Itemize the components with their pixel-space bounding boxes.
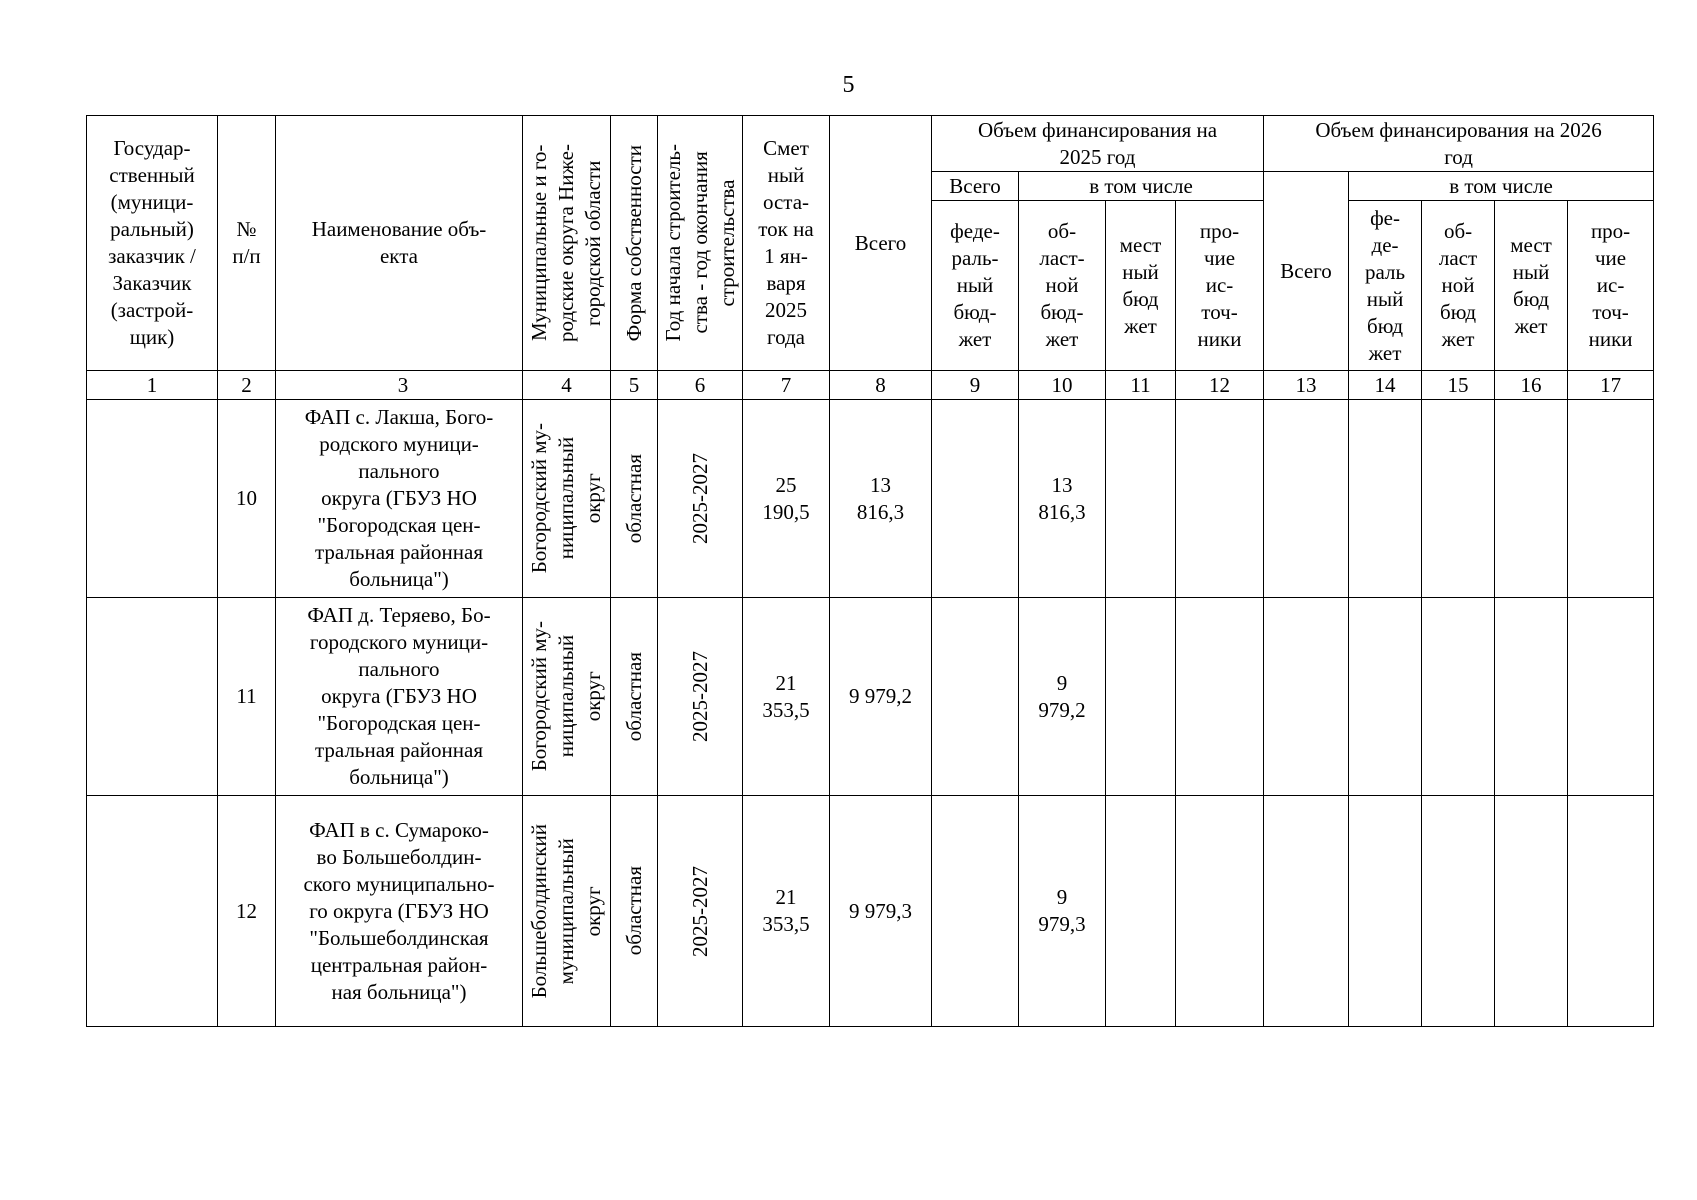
- cell-regional-2026: [1422, 796, 1495, 1027]
- cell-num: 11: [218, 598, 276, 796]
- cell-object-name: ФАП д. Теряево, Бо- городского муници- пального округа (ГБУЗ НО "Богородская цен- тральная районная больница"): [276, 598, 523, 796]
- header-including-2025: в том числе: [1019, 172, 1264, 201]
- cell-total-2026: [1264, 400, 1349, 598]
- cell-local-2026: [1495, 796, 1568, 1027]
- page-number: 5: [842, 72, 855, 98]
- header-row-1: [87, 116, 1654, 172]
- cell-total-2025: [932, 598, 1019, 796]
- table-row: [87, 796, 1654, 1027]
- cell-other-2026: [1568, 598, 1654, 796]
- header-years: Год начала строитель- ства - год окончания строительства: [658, 116, 743, 371]
- column-number: 17: [1568, 371, 1654, 400]
- cell-federal-2026: [1349, 400, 1422, 598]
- column-number: 5: [611, 371, 658, 400]
- cell-customer: [87, 598, 218, 796]
- cell-customer: [87, 400, 218, 598]
- cell-years: 2025-2027: [658, 796, 743, 1027]
- header-ownership: Форма собственности: [611, 116, 658, 371]
- table-row: [87, 400, 1654, 598]
- cell-object-name: ФАП в с. Сумароко- во Большеболдин- ского муниципально- го округа (ГБУЗ НО "Большеболдинская центральная район- ная больница"): [276, 796, 523, 1027]
- column-number: 16: [1495, 371, 1568, 400]
- cell-num: 12: [218, 796, 276, 1027]
- table-row: [87, 598, 1654, 796]
- cell-ownership: областная: [611, 796, 658, 1027]
- column-number: 8: [830, 371, 932, 400]
- cell-regional-2025: 9 979,2: [1019, 598, 1106, 796]
- cell-local-2026: [1495, 400, 1568, 598]
- column-number: 9: [932, 371, 1019, 400]
- column-number: 3: [276, 371, 523, 400]
- cell-federal-2026: [1349, 598, 1422, 796]
- cell-local-2025: [1106, 400, 1176, 598]
- cell-municipal: Богородский му- ниципальный округ: [523, 400, 611, 598]
- cell-ownership: областная: [611, 400, 658, 598]
- header-customer: Государ- ственный (муници- pальный) заказчик / Заказчик (застрой- щик): [87, 116, 218, 371]
- header-object-name: Наименование объ- екта: [276, 116, 523, 371]
- column-number: 13: [1264, 371, 1349, 400]
- header-estimate: Смет ный оста- ток на 1 ян- варя 2025 года: [743, 116, 830, 371]
- cell-other-2025: [1176, 796, 1264, 1027]
- header-total-2025: Всего: [932, 172, 1019, 201]
- cell-local-2025: [1106, 796, 1176, 1027]
- header-financing-2025: Объем финансирования на 2025 год: [932, 116, 1264, 172]
- cell-total-2026: [1264, 796, 1349, 1027]
- cell-municipal: Большеболдинский муниципальный округ: [523, 796, 611, 1027]
- column-number: 12: [1176, 371, 1264, 400]
- header-federal-2026: фе- де- раль ный бюд жет: [1349, 201, 1422, 371]
- cell-total-2026: [1264, 598, 1349, 796]
- cell-municipal: Богородский му- ниципальный округ: [523, 598, 611, 796]
- cell-total-2025: [932, 796, 1019, 1027]
- header-total: Всего: [830, 116, 932, 371]
- column-number: 6: [658, 371, 743, 400]
- header-local-2025: мест ный бюд жет: [1106, 201, 1176, 371]
- cell-local-2026: [1495, 598, 1568, 796]
- header-num: № п/п: [218, 116, 276, 371]
- column-number: 7: [743, 371, 830, 400]
- column-number: 2: [218, 371, 276, 400]
- cell-estimate: 21 353,5: [743, 796, 830, 1027]
- cell-total-2025: [932, 400, 1019, 598]
- header-local-2026: мест ный бюд жет: [1495, 201, 1568, 371]
- column-number: 11: [1106, 371, 1176, 400]
- cell-estimate: 25 190,5: [743, 400, 830, 598]
- header-regional-2026: об- ласт ной бюд жет: [1422, 201, 1495, 371]
- cell-num: 10: [218, 400, 276, 598]
- cell-other-2026: [1568, 400, 1654, 598]
- column-number: 4: [523, 371, 611, 400]
- cell-estimate: 21 353,5: [743, 598, 830, 796]
- cell-other-2025: [1176, 598, 1264, 796]
- column-number: 1: [87, 371, 218, 400]
- column-number: 15: [1422, 371, 1495, 400]
- header-financing-2026: Объем финансирования на 2026 год: [1264, 116, 1654, 172]
- cell-object-name: ФАП с. Лакша, Бого- родского муници- пального округа (ГБУЗ НО "Богородская цен- тральная районная больница"): [276, 400, 523, 598]
- cell-regional-2026: [1422, 400, 1495, 598]
- header-other-2026: про- чие ис- точ- ники: [1568, 201, 1654, 371]
- header-municipal: Муниципальные и го- родские округа Ниже- городской области: [523, 116, 611, 371]
- cell-customer: [87, 796, 218, 1027]
- cell-federal-2026: [1349, 796, 1422, 1027]
- column-number: 10: [1019, 371, 1106, 400]
- financing-table: [86, 115, 1654, 1027]
- column-number: 14: [1349, 371, 1422, 400]
- cell-regional-2025: 9 979,3: [1019, 796, 1106, 1027]
- cell-other-2026: [1568, 796, 1654, 1027]
- header-other-2025: про- чие ис- точ- ники: [1176, 201, 1264, 371]
- cell-ownership: областная: [611, 598, 658, 796]
- cell-total: 13 816,3: [830, 400, 932, 598]
- header-total-2026: Всего: [1264, 172, 1349, 371]
- header-including-2026: в том числе: [1349, 172, 1654, 201]
- header-federal-2025: феде- раль- ный бюд- жет: [932, 201, 1019, 371]
- cell-years: 2025-2027: [658, 598, 743, 796]
- cell-local-2025: [1106, 598, 1176, 796]
- cell-regional-2026: [1422, 598, 1495, 796]
- column-numbers-row: [87, 371, 1654, 400]
- cell-regional-2025: 13 816,3: [1019, 400, 1106, 598]
- cell-total: 9 979,3: [830, 796, 932, 1027]
- cell-years: 2025-2027: [658, 400, 743, 598]
- cell-other-2025: [1176, 400, 1264, 598]
- header-regional-2025: об- ласт- ной бюд- жет: [1019, 201, 1106, 371]
- cell-total: 9 979,2: [830, 598, 932, 796]
